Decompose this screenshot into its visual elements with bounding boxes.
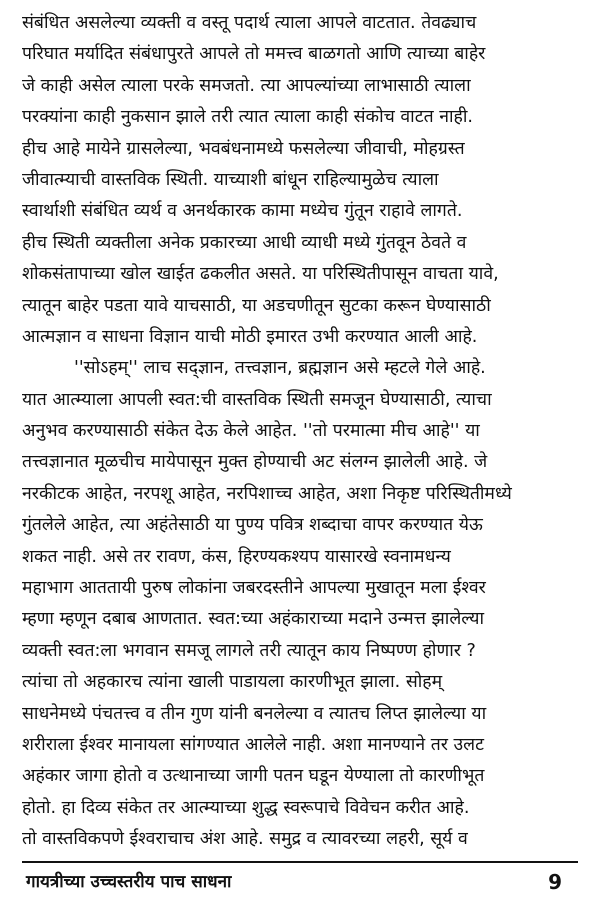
text-line: साधनेमध्ये पंचतत्त्व व तीन गुण यांनी बनलेल्या व त्यातच लिप्त झालेल्या या — [22, 703, 487, 724]
text-line: गुंतलेले आहेत, त्या अहंतेसाठी या पुण्य पवित्र शब्दाचा वापर करण्यात येऊ — [22, 515, 483, 536]
text-line: आत्मज्ञान व साधना विज्ञान याची मोठी इमारत उभी करण्यात आली आहे. — [22, 326, 478, 347]
text-line: हीच स्थिती व्यक्तीला अनेक प्रकारच्या आधी व्याधी मध्ये गुंतवून ठेवते व — [22, 232, 467, 253]
text-line: शकत नाही. असे तर रावण, कंस, हिरण्यकश्यप यासारखे स्वनामधन्य — [22, 546, 451, 567]
text-line: यात आत्म्याला आपली स्वत:ची वास्तविक स्थिती समजून घेण्यासाठी, त्याचा — [22, 389, 492, 410]
text-line: शरीराला ईश्वर मानायला सांगण्यात आलेले नाही. अशा मानण्याने तर उलट — [22, 734, 484, 755]
text-line: म्हणा म्हणून दबाब आणतात. स्वत:च्या अहंकाराच्या मदाने उन्मत्त झालेल्या — [22, 609, 485, 630]
text-line: होतो. हा दिव्य संकेत तर आत्म्याच्या शुद्ध स्वरूपाचे विवेचन करीत आहे. — [22, 797, 470, 818]
paragraph-first-line: ''सोऽहम्'' लाच सद्ज्ञान, तत्त्वज्ञान, ब्रह्मज्ञान असे म्हटले गेले आहे. — [74, 358, 486, 379]
text-line: हीच आहे मायेने ग्रासलेल्या, भवबंधनामध्ये फसलेल्या जीवाची, मोहग्रस्त — [22, 138, 465, 159]
text-line: महाभाग आततायी पुरुष लोकांना जबरदस्तीने आपल्या मुखातून मला ईश्वर — [22, 578, 486, 599]
text-line: तत्त्वज्ञानात मूळचीच मायेपासून मुक्त होण्याची अट संलग्न झालेली आहे. जे — [22, 452, 488, 473]
footer-divider — [22, 861, 578, 863]
text-line: जीवात्म्याची वास्तविक स्थिती. याच्याशी बांधून राहिल्यामुळेच त्याला — [22, 169, 439, 190]
text-line: अनुभव करण्यासाठी संकेत देऊ केले आहेत. ''तो परमात्मा मीच आहे'' या — [22, 421, 480, 442]
text-line: तो वास्तविकपणे ईश्वराचाच अंश आहे. समुद्र व त्यावरच्या लहरी, सूर्य व — [22, 829, 468, 850]
text-line: जे काही असेल त्याला परके समजतो. त्या आपल्यांच्या लाभासाठी त्याला — [22, 75, 471, 96]
text-line: संबंधित असलेल्या व्यक्ती व वस्तू पदार्थ त्याला आपले वाटतात. तेवढ्याच — [22, 13, 477, 33]
text-line: अहंकार जागा होतो व उत्थानाच्या जागी पतन घडून येण्याला तो कारणीभूत — [22, 766, 485, 787]
running-title: गायत्रीच्या उच्चस्तरीय पाच साधना — [26, 872, 232, 892]
page-number: 9 — [548, 870, 562, 894]
page-footer — [22, 866, 578, 898]
text-line: शोकसंतापाच्या खोल खाईत ढकलीत असते. या परिस्थितीपासून वाचता यावे, — [22, 264, 499, 285]
text-line: नरकीटक आहेत, नरपशू आहेत, नरपिशाच्च आहेत, अशा निकृष्ट परिस्थितीमध्ये — [22, 483, 512, 504]
text-line: परिघात मर्यादित संबंधापुरते आपले तो ममत्त्व बाळगतो आणि त्याच्या बाहेर — [22, 44, 486, 65]
body-text — [22, 8, 578, 856]
text-line: परक्यांना काही नुकसान झाले तरी त्यात त्याला काही संकोच वाटत नाही. — [22, 107, 474, 128]
text-line: त्यांचा तो अहकारच त्यांना खाली पाडायला कारणीभूत झाला. सोहम् — [22, 672, 443, 693]
text-line: त्यातून बाहेर पडता यावे याचसाठी, या अडचणीतून सुटका करून घेण्यासाठी — [22, 295, 491, 316]
text-line: स्वार्थाशी संबंधित व्यर्थ व अनर्थकारक कामा मध्येच गुंतून राहावे लागते. — [22, 201, 463, 222]
text-line: व्यक्ती स्वत:ला भगवान समजू लागले तरी त्यातून काय निष्पण्ण होणार ? — [22, 640, 476, 661]
